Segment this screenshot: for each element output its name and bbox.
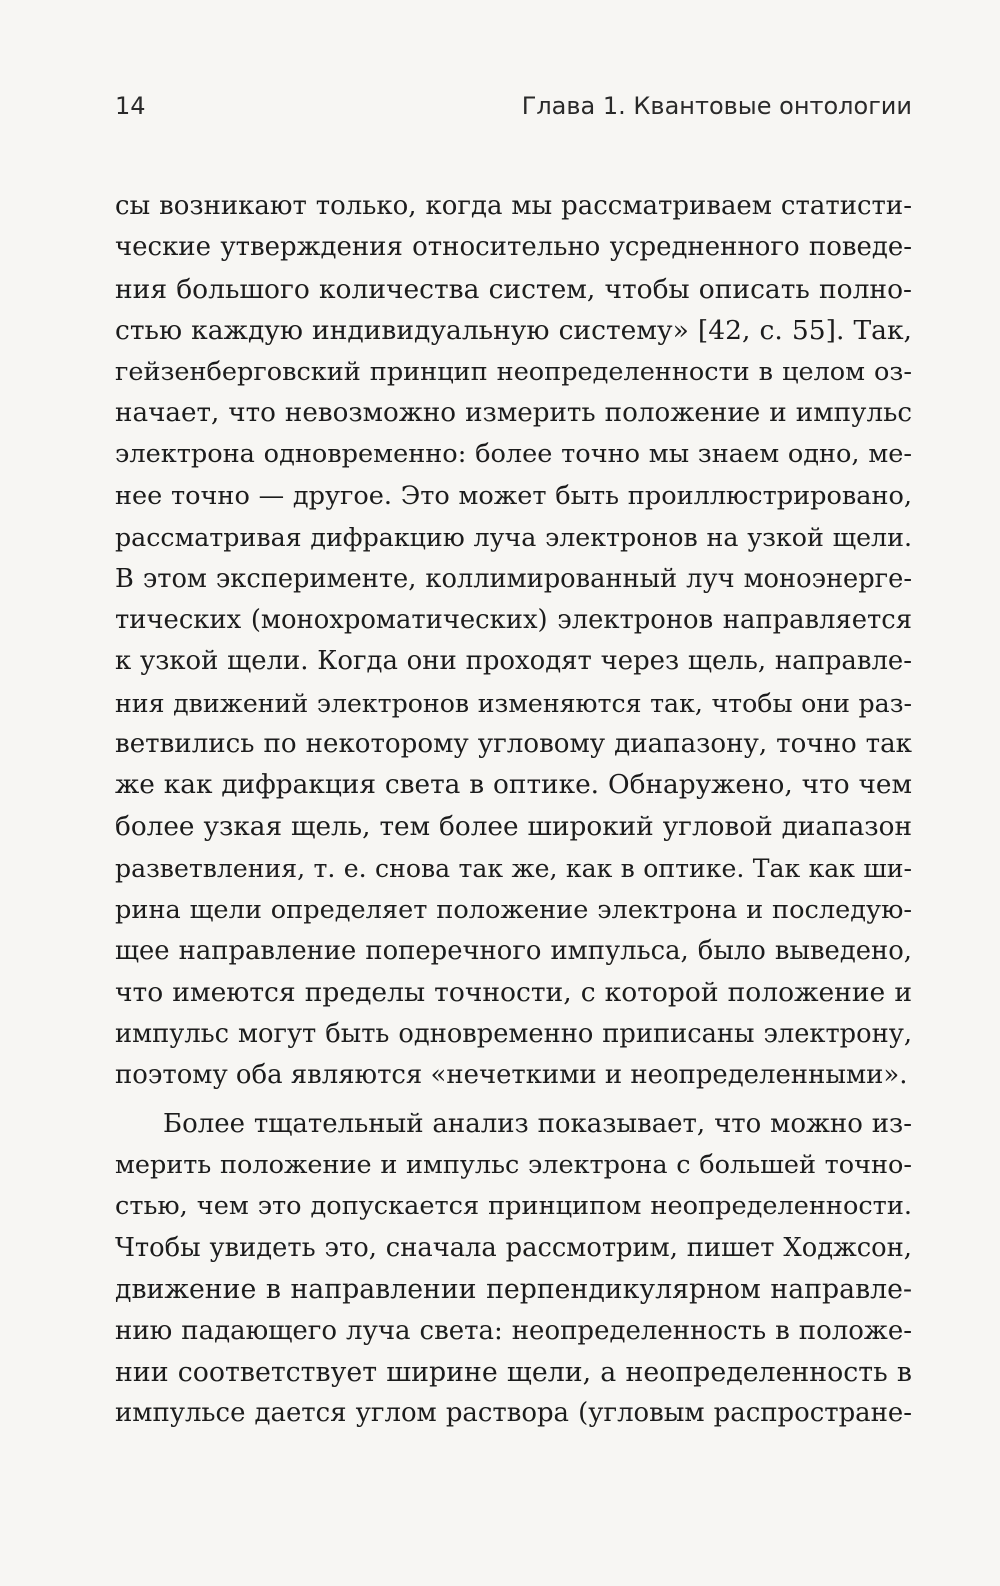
text-line: нию падающего луча света: неопределенность в положе- bbox=[115, 1315, 912, 1346]
page-number: 14 bbox=[115, 92, 146, 120]
text-line: ния движений электронов изменяются так, чтобы они раз- bbox=[115, 688, 912, 718]
paragraph-gap bbox=[115, 1097, 912, 1104]
text-line: рассматривая дифракцию луча электронов на узкой щели. bbox=[115, 523, 912, 553]
text-line: электрона одновременно: более точно мы знаем одно, ме- bbox=[115, 439, 912, 470]
text-line: рина щели определяет положение электрона и последую- bbox=[115, 894, 912, 925]
text-line: же как дифракция света в оптике. Обнаружено, что чем bbox=[115, 770, 912, 801]
text-line: ческие утверждения относительно усредненного поведе- bbox=[115, 232, 912, 263]
text-line: импульс могут быть одновременно приписаны электрону, bbox=[115, 1018, 912, 1049]
paragraph-1 bbox=[115, 186, 912, 1097]
text-line: движение в направлении перпендикулярном направле- bbox=[115, 1274, 912, 1306]
text-line: более узкая щель, тем более широкий угловой диапазон bbox=[115, 811, 912, 842]
text-line: к узкой щели. Когда они проходят через щель, направле- bbox=[115, 646, 912, 677]
text-line: тических (монохроматических) электронов направляется bbox=[115, 604, 912, 635]
text-line: сы возникают только, когда мы рассматриваем статисти- bbox=[115, 191, 912, 221]
text-line: В этом эксперименте, коллимированный луч моноэнерге- bbox=[115, 563, 912, 594]
text-line: поэтому оба являются «нечеткими и неопределенными». bbox=[115, 1060, 908, 1091]
text-line: что имеются пределы точности, с которой положение и bbox=[115, 977, 912, 1009]
text-line: Чтобы увидеть это, сначала рассмотрим, пишет Ходжсон, bbox=[115, 1232, 912, 1263]
text-line: стью каждую индивидуальную систему» [42, с. 55]. Так, bbox=[115, 315, 912, 347]
running-head bbox=[115, 92, 912, 132]
text-line: нии соответствует ширине щели, а неопределенность в bbox=[115, 1356, 912, 1388]
text-line: нее точно — другое. Это может быть проиллюстрировано, bbox=[115, 480, 912, 511]
text-line: импульсе дается углом раствора (угловым распростране- bbox=[115, 1398, 912, 1429]
text-line: начает, что невозможно измерить положение и импульс bbox=[115, 397, 912, 428]
text-line: разветвления, т. е. снова так же, как в оптике. Так как ши- bbox=[115, 854, 912, 884]
text-line: мерить положение и импульс электрона с большей точно- bbox=[115, 1149, 912, 1180]
text-line: ния большого количества систем, чтобы описать полно- bbox=[115, 273, 912, 305]
text-line: Более тщательный анализ показывает, что можно из- bbox=[163, 1108, 912, 1139]
body-text bbox=[115, 186, 912, 1435]
chapter-title: Глава 1. Квантовые онтологии bbox=[521, 92, 912, 120]
text-line: гейзенберговский принцип неопределенности в целом оз- bbox=[115, 356, 912, 387]
text-line: щее направление поперечного импульса, было выведено, bbox=[115, 936, 912, 967]
paragraph-2 bbox=[115, 1104, 912, 1435]
text-line: ветвились по некоторому угловому диапазону, точно так bbox=[115, 729, 912, 760]
text-line: стью, чем это допускается принципом неопределенности. bbox=[115, 1191, 912, 1222]
